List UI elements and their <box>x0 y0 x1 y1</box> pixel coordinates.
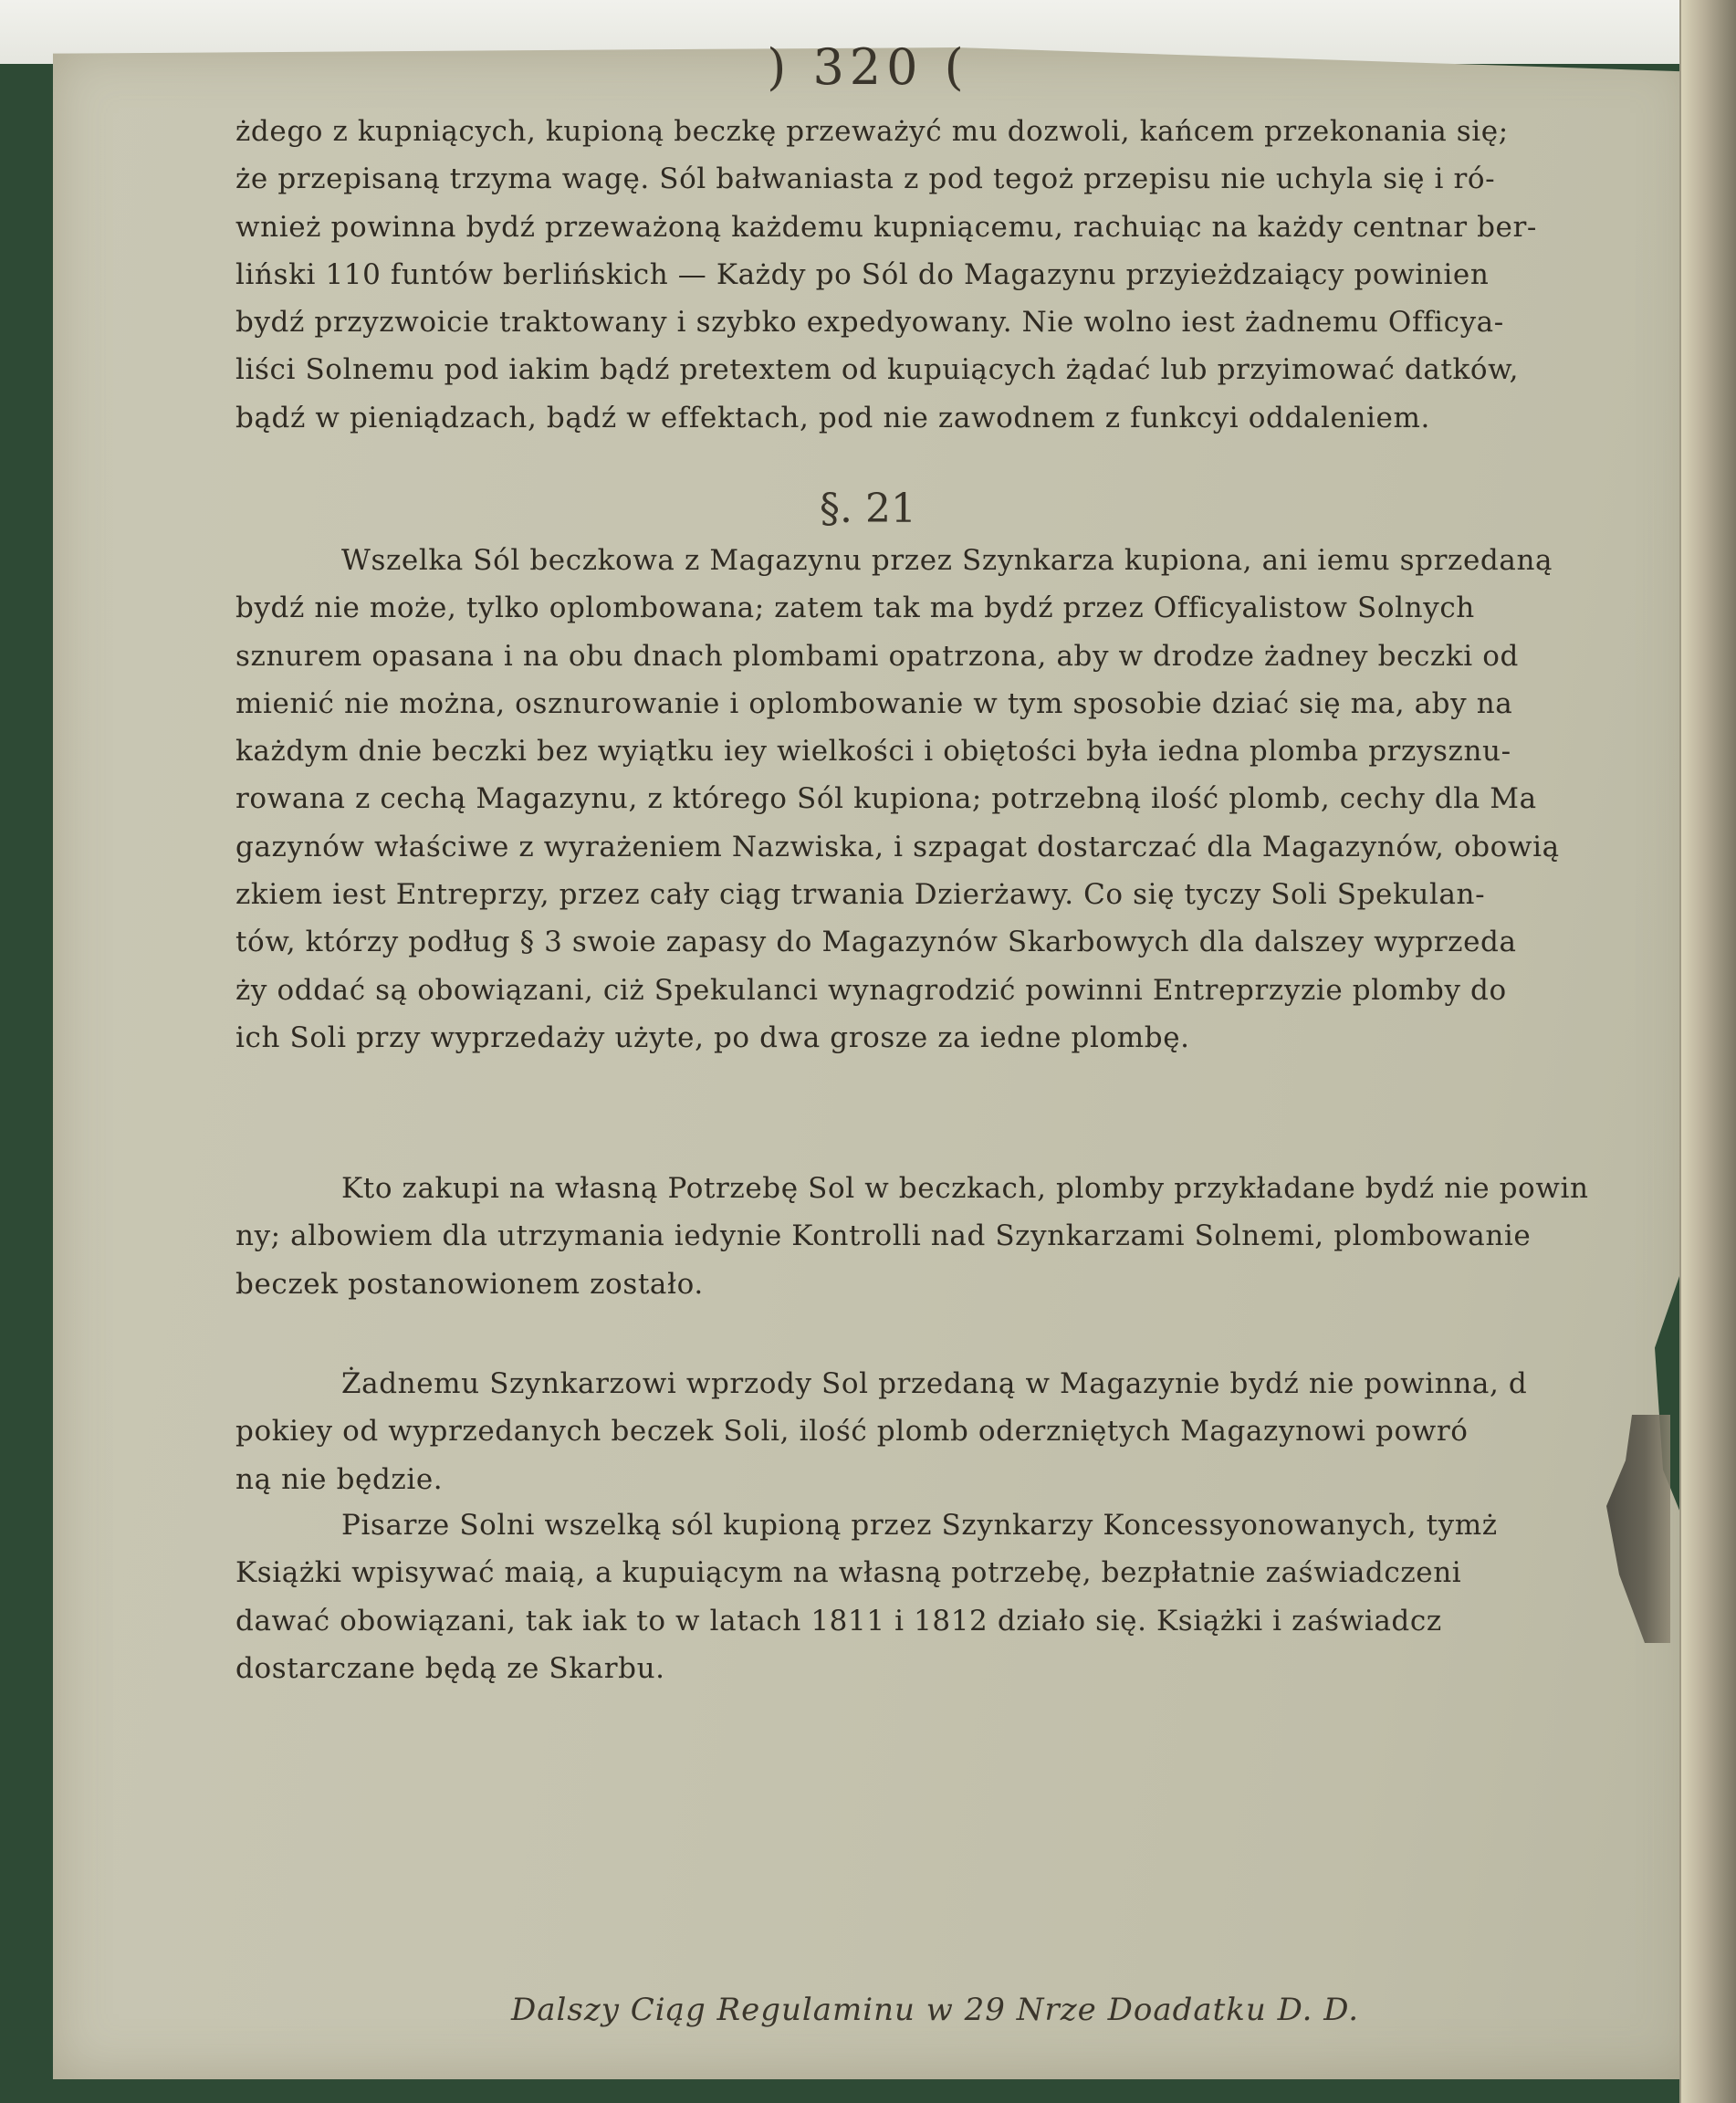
text-line: ny; albowiem dla utrzymania iedynie Kontrolli nad Szynkarzami Solnemi, plombowanie <box>235 1219 1532 1253</box>
paragraph-4 <box>235 1360 1659 1503</box>
text-line: Pisarze Solni wszelką sól kupioną przez Szynkarzy Koncessyonowanych, tymż <box>341 1509 1498 1542</box>
paragraph-2 <box>235 537 1659 1062</box>
text-line: żdego z kupniących, kupioną beczkę przeważyć mu dozwoli, kańcem przekonania się; <box>235 115 1509 148</box>
text-line: tów, którzy podług § 3 swoie zapasy do Magazynów Skarbowych dla dalszey wyprzeda <box>235 926 1517 959</box>
text-line: Książki wpisywać maią, a kupuiącym na własną potrzebę, bezpłatnie zaświadczeni <box>235 1556 1462 1590</box>
text-line: dostarczane będą ze Skarbu. <box>235 1651 665 1685</box>
paragraph-1 <box>235 108 1659 442</box>
paragraph-3 <box>235 1165 1659 1308</box>
text-line: mienić nie można, osznurowanie i oplombowanie w tym sposobie dziać się ma, aby na <box>235 686 1513 720</box>
text-line: każdym dnie beczki bez wyiątku iey wielkości i obiętości była iedna plomba przysznu- <box>235 735 1511 769</box>
text-line: beczek postanowionem zostało. <box>235 1267 704 1301</box>
text-line: Żadnemu Szynkarzowi wprzody Sol przedaną w Magazynie bydź nie powinna, d <box>341 1367 1528 1400</box>
paragraph-5 <box>235 1501 1659 1692</box>
text-line: bydź nie może, tylko oplombowana; zatem tak ma bydź przez Officyalistow Solnych <box>235 591 1475 625</box>
text-line: sznurem opasana i na obu dnach plombami opatrzona, aby w drodze żadney beczki od <box>235 639 1519 673</box>
text-line: ich Soli przy wyprzedaży użyte, po dwa grosze za iedne plombę. <box>235 1020 1190 1054</box>
text-line: liści Solnemu pod iakim bądź pretextem od kupuiących żądać lub przyimować datków, <box>235 353 1520 387</box>
text-line: rowana z cechą Magazynu, z którego Sól kupiona; potrzebną ilość plomb, cechy dla Ma <box>235 782 1537 816</box>
book-spine <box>1679 0 1736 2103</box>
text-line: Kto zakupi na własną Potrzebę Sol w beczkach, plomby przykładane bydź nie powin <box>341 1172 1589 1205</box>
text-line: pokiey od wyprzedanych beczek Soli, ilość plomb oderzniętych Magazynowi powró <box>235 1415 1469 1449</box>
section-heading: §. 21 <box>820 486 916 532</box>
text-line: dawać obowiązani, tak iak to w latach 1811 i 1812 działo się. Książki i zaświadcz <box>235 1604 1442 1637</box>
text-line: Wszelka Sól beczkowa z Magazynu przez Szynkarza kupiona, ani iemu sprzedaną <box>341 544 1553 577</box>
text-line: bydź przyzwoicie traktowany i szybko expedyowany. Nie wolno iest żadnemu Officya- <box>235 306 1504 340</box>
continuation-note: Dalszy Ciąg Regulaminu w 29 Nrze Doadatku D. D. <box>511 1992 1360 2028</box>
text-line: zkiem iest Entreprzy, przez cały ciąg trwania Dzierżawy. Co się tyczy Soli Spekulan- <box>235 878 1486 912</box>
text-line: gazynów właściwe z wyrażeniem Nazwiska, i szpagat dostarczać dla Magazynów, obowią <box>235 830 1560 863</box>
text-line: wnież powinna bydź przeważoną każdemu kupniącemu, rachuiąc na każdy centnar ber- <box>235 210 1538 244</box>
text-line: że przepisaną trzyma wagę. Sól bałwaniasta z pod tegoż przepisu nie uchyla się i ró- <box>235 162 1496 196</box>
text-line: ży oddać są obowiązani, ciż Spekulanci wynagrodzić powinni Entreprzyzie plomby do <box>235 973 1507 1007</box>
text-line: ną nie będzie. <box>235 1462 444 1496</box>
text-line: liński 110 funtów berlińskich — Każdy po Sól do Magazynu przyieżdzaiący powinien <box>235 257 1490 291</box>
page-number: ) 320 ( <box>767 38 969 96</box>
text-line: bądź w pieniądzach, bądź w effektach, pod nie zawodnem z funkcyi oddaleniem. <box>235 401 1430 434</box>
